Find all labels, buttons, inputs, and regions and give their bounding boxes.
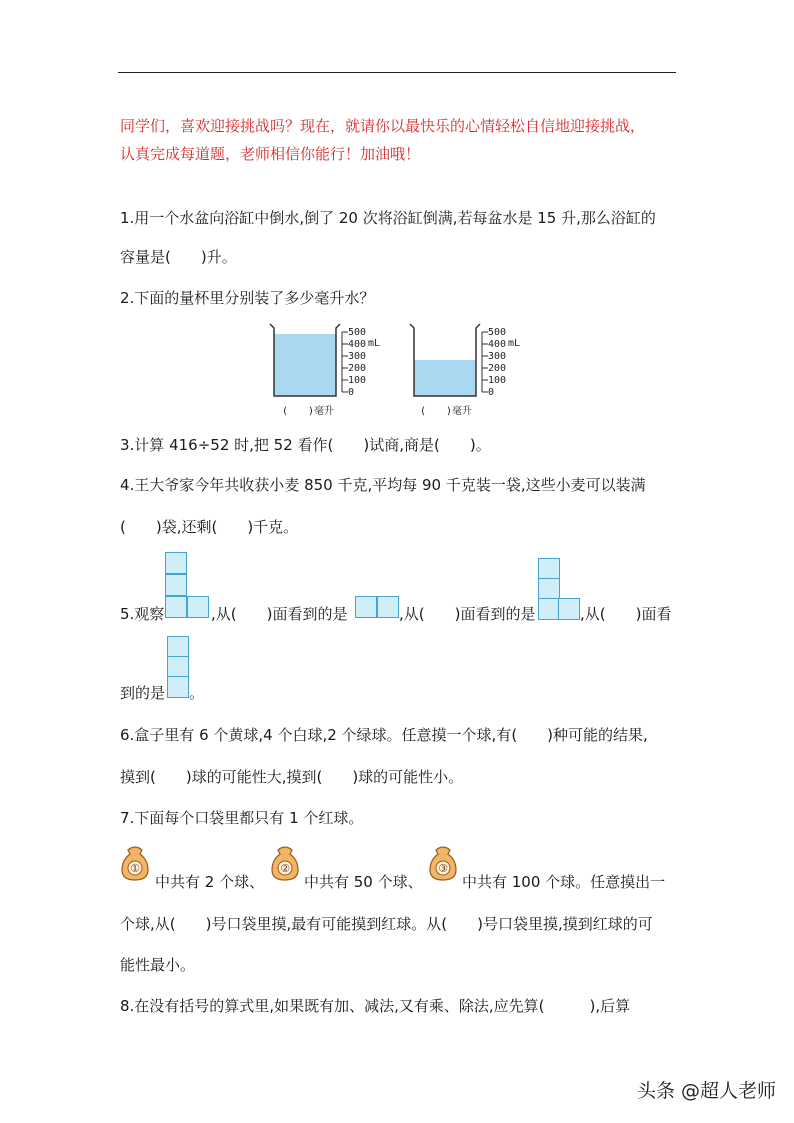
q6-line-2: 摸到( )球的可能性大,摸到( )球的可能性小。	[120, 768, 464, 786]
scale-label: 300	[348, 351, 367, 362]
q5-text-3: ,从( )面看到的是	[399, 605, 536, 623]
q7-seg-2: 中共有 50 个球、	[304, 873, 423, 891]
q3-text: 3.计算 416÷52 时,把 52 看作( )试商,商是( )。	[120, 436, 491, 454]
top-rule	[118, 72, 676, 73]
q4-line-2: ( )袋,还剩( )千克。	[120, 518, 299, 536]
q7-line-3: 个球,从( )号口袋里摸,最有可能摸到红球。从( )号口袋里摸,摸到红球的可	[120, 915, 653, 933]
q6-line-1: 6.盒子里有 6 个黄球,4 个白球,2 个绿球。任意摸一个球,有( )种可能的结果,	[120, 726, 648, 744]
q4-line-1: 4.王大爷家今年共收获小麦 850 千克,平均每 90 千克装一袋,这些小麦可以装满	[120, 476, 646, 494]
watermark: 头条 @超人老师	[636, 1080, 776, 1102]
bag-2-label: ②	[280, 862, 290, 875]
scale-label: 100	[488, 375, 507, 386]
q2-text: 2.下面的量杯里分别装了多少毫升水？	[120, 289, 375, 307]
unit-label: mL	[368, 338, 381, 349]
bag-1-icon	[118, 842, 152, 882]
scale-label: 500	[488, 327, 507, 338]
q7-line-4: 能性最小。	[120, 956, 196, 974]
scale-label: 300	[488, 351, 507, 362]
bag-3-label: ③	[438, 862, 448, 875]
intro-line-2: 认真完成每道题，老师相信你能行！加油哦！	[120, 145, 421, 163]
q1-line-2: 容量是( )升。	[120, 248, 237, 266]
q7-line-1: 7.下面每个口袋里都只有 1 个红球。	[120, 809, 364, 827]
scale-label: 400	[488, 339, 507, 350]
q5-text-4: ,从( )面看	[580, 605, 672, 623]
scale-label: 0	[488, 387, 495, 398]
beaker-2	[408, 320, 528, 400]
beaker-1-water	[274, 334, 336, 396]
q5-text-6: 。	[189, 684, 205, 702]
q1-line-1: 1.用一个水盆向浴缸中倒水,倒了 20 次将浴缸倒满,若每盆水是 15 升,那么浴缸的	[120, 209, 656, 227]
beaker-2-caption: ( )毫升	[420, 406, 473, 417]
bag-3-icon	[426, 842, 460, 882]
scale-label: 100	[348, 375, 367, 386]
beaker-2-water	[414, 360, 476, 396]
scale-label: 500	[348, 327, 367, 338]
q5-text-1: 5.观察	[120, 605, 165, 623]
q8-line-1: 8.在没有括号的算式里,如果既有加、减法,又有乘、除法,应先算( ),后算	[120, 997, 631, 1015]
beaker-1-caption: ( )毫升	[282, 406, 335, 417]
beaker-1	[268, 320, 388, 400]
scale-label: 0	[348, 387, 355, 398]
scale-label: 400	[348, 339, 367, 350]
bag-2-icon	[268, 842, 302, 882]
scale-label: 200	[348, 363, 367, 374]
unit-label: mL	[508, 338, 521, 349]
intro-line-1: 同学们，喜欢迎接挑战吗？现在，就请你以最快乐的心情轻松自信地迎接挑战，	[120, 117, 646, 135]
bag-1-label: ①	[130, 862, 140, 875]
q5-text-5: 到的是	[120, 684, 166, 702]
q7-seg-3: 中共有 100 个球。任意摸出一	[462, 873, 666, 891]
q5-text-2: ,从( )面看到的是	[211, 605, 348, 623]
q7-seg-1: 中共有 2 个球、	[155, 873, 265, 891]
scale-label: 200	[488, 363, 507, 374]
